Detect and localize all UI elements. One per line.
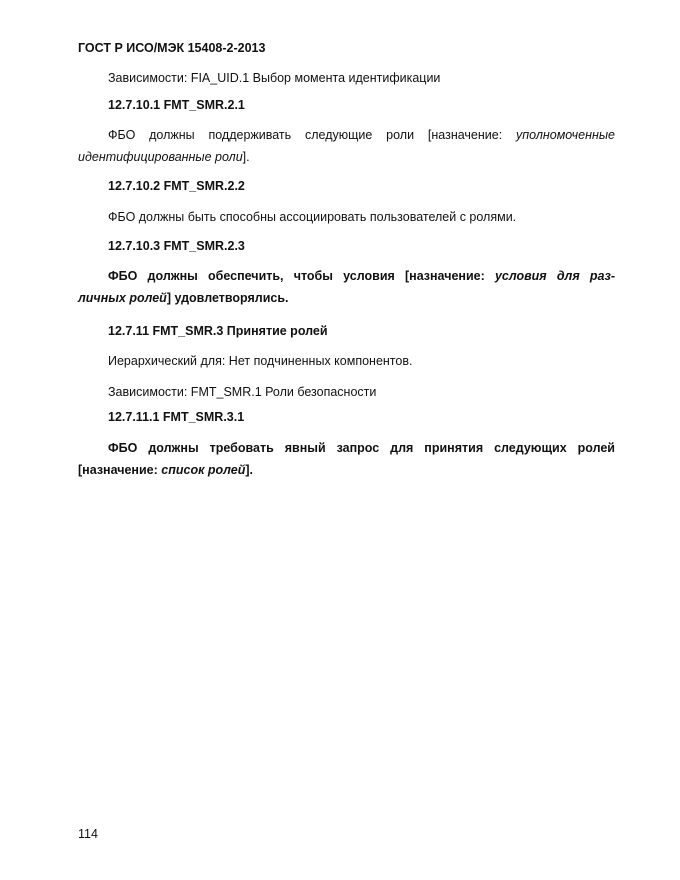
paragraph-smr-3-1-line2 — [78, 462, 253, 478]
dependencies-fia-uid: Зависимости: FIA_UID.1 Выбор момента идентификации — [108, 71, 441, 85]
assignment-text: уполномоченные — [516, 128, 615, 142]
heading-12-7-10-3: 12.7.10.3 FMT_SMR.2.3 — [108, 239, 245, 253]
paragraph-text: ФБО должны обеспечить, чтобы условия [назначение: — [108, 269, 495, 283]
heading-12-7-11: 12.7.11 FMT_SMR.3 Принятие ролей — [108, 324, 328, 338]
paragraph-smr-2-2: ФБО должны быть способны ассоциировать пользователей с ролями. — [108, 210, 517, 224]
heading-12-7-10-2: 12.7.10.2 FMT_SMR.2.2 — [108, 179, 245, 193]
document-header-id: ГОСТ Р ИСО/МЭК 15408-2-2013 — [78, 41, 266, 55]
paragraph-smr-2-3-line2 — [78, 290, 289, 306]
paragraph-text: ]. — [245, 463, 253, 477]
heading-12-7-11-1: 12.7.11.1 FMT_SMR.3.1 — [108, 410, 245, 424]
paragraph-text: ФБО должны требовать явный запрос для принятия следующих ролей — [108, 441, 615, 455]
dependencies-fmt-smr: Зависимости: FMT_SMR.1 Роли безопасности — [108, 385, 377, 399]
paragraph-text: ]. — [242, 150, 250, 164]
paragraph-smr-3-1-line1 — [108, 440, 615, 456]
assignment-text: идентифицированные роли — [78, 150, 243, 164]
paragraph-text: ФБО должны поддерживать следующие роли [назначение: — [108, 128, 517, 142]
paragraph-text: [назначение: — [78, 463, 162, 477]
assignment-text: условия для раз- — [494, 269, 616, 283]
paragraph-smr-2-1-line2 — [78, 149, 250, 165]
assignment-text: список ролей — [161, 463, 246, 477]
assignment-text: личных ролей — [78, 291, 167, 305]
paragraph-smr-2-3-line1 — [108, 268, 615, 284]
paragraph-text: ] удовлетворялись. — [166, 291, 289, 305]
hierarchical-to: Иерархический для: Нет подчиненных компонентов. — [108, 354, 413, 368]
heading-12-7-10-1: 12.7.10.1 FMT_SMR.2.1 — [108, 98, 245, 112]
paragraph-smr-2-1-line1 — [108, 127, 615, 143]
page-number: 114 — [78, 827, 98, 841]
